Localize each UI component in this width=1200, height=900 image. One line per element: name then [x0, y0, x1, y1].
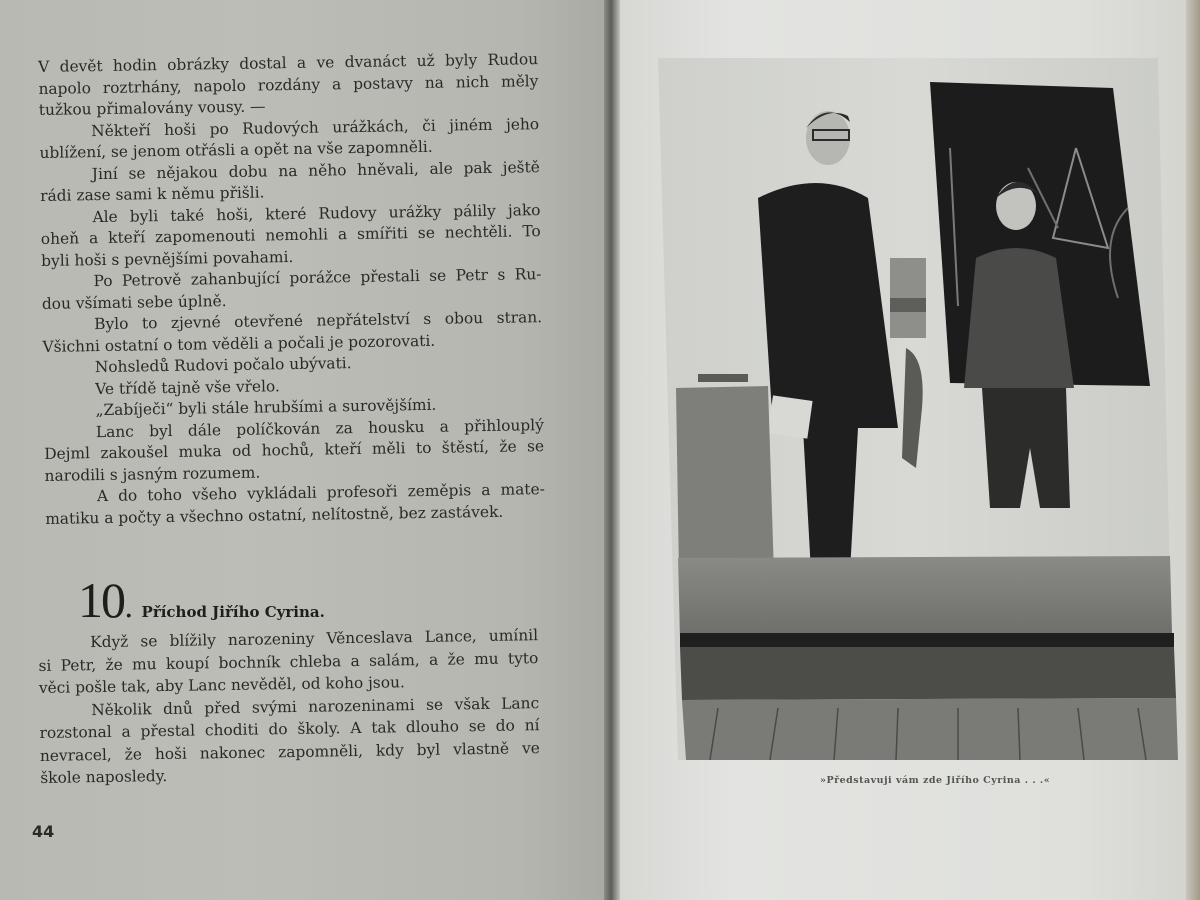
text-line: napolo roztrhány, napolo rozdány a postavy na nich měly	[38, 71, 539, 98]
chapter-dot: .	[124, 590, 134, 625]
text-line: Několik dnů před svými narozeninami se však Lanc	[91, 693, 540, 719]
text-line: rádi zase sami k němu přišli.	[40, 183, 265, 205]
text-line: A do toho všeho vykládali profesoři zeměpis a mate-	[96, 480, 545, 506]
floor	[678, 556, 1178, 760]
text-line: Nohsledů Rudovi počalo ubývati.	[94, 354, 352, 377]
page-number: 44	[32, 822, 55, 841]
text-line: byli hoši s pevnějšími povahami.	[41, 247, 294, 270]
text-line: Bylo to zjevné otevřené nepřátelství s obou stran.	[94, 308, 543, 334]
chapter-number: 10	[78, 572, 124, 628]
text-block-bottom	[38, 624, 540, 789]
text-line: „Zabíječi“ byli stále hrubšími a surovějšími.	[95, 395, 437, 420]
text-line: věci pošle tak, aby Lanc nevěděl, od koho jsou.	[38, 673, 405, 697]
text-line: narodili s jasným rozumem.	[44, 463, 261, 485]
shelf-cabinet	[890, 258, 926, 338]
text-line: ublížení, se jenom otřásli a opět na vše zapomněli.	[39, 137, 433, 162]
text-line: si Petr, že mu koupí bochník chleba a salám, a že mu tyto	[38, 648, 539, 675]
chapter-heading	[78, 572, 325, 628]
text-line: rozstonal a přestal choditi do školy. A tak dlouho se do ní	[39, 716, 540, 742]
text-line: Dejml zakoušel muka od hochů, kteří měli to štěstí, že se	[44, 437, 545, 463]
text-line: Po Petrově zahanbující porážce přestali se Petr s Ru-	[93, 265, 542, 291]
text-line: Když se blížily narozeniny Věnceslava Lance, umínil	[90, 626, 539, 652]
text-line: Ve třídě tajně vše vřelo.	[95, 376, 280, 398]
text-line: Lanc byl dále políčkován za housku a přihlouplý	[95, 415, 544, 441]
text-line: V devět hodin obrázky dostal a ve dvanáct už byly Rudou	[38, 50, 539, 76]
text-line: škole naposledy.	[40, 766, 168, 787]
illustration	[658, 58, 1178, 760]
text-line: oheň a kteří zapomenouti nemohli a smířiti se nechtěli. To	[40, 222, 541, 248]
chapter-title: Příchod Jiřího Cyrina.	[141, 603, 325, 621]
text-line: Někteří hoši po Rudových urážkách, či jiném jeho	[91, 114, 540, 140]
text-line: matiku a počty a všechno ostatní, nelítostně, bez zastávek.	[45, 502, 504, 528]
text-line: nevracel, že hoši nakonec zapomněli, kdy byl vlastně ve	[39, 738, 540, 765]
text-block-top	[38, 49, 545, 530]
text-line: tužkou přimalovány vousy. —	[38, 97, 266, 119]
text-line: Ale byli také hoši, které Rudovy urážky pálily jako	[92, 200, 541, 226]
page-edges	[1186, 0, 1200, 900]
illustration-caption: »Představuji vám zde Jiřího Cyrina . . .«	[820, 775, 1051, 786]
text-line: dou všímati sebe úplně.	[41, 291, 227, 313]
text-line: Všichni ostatní o tom věděli a počali je pozorovati.	[42, 331, 436, 356]
text-line: Jiní se nějakou dobu na něho hněvali, ale pak ještě	[91, 157, 540, 183]
